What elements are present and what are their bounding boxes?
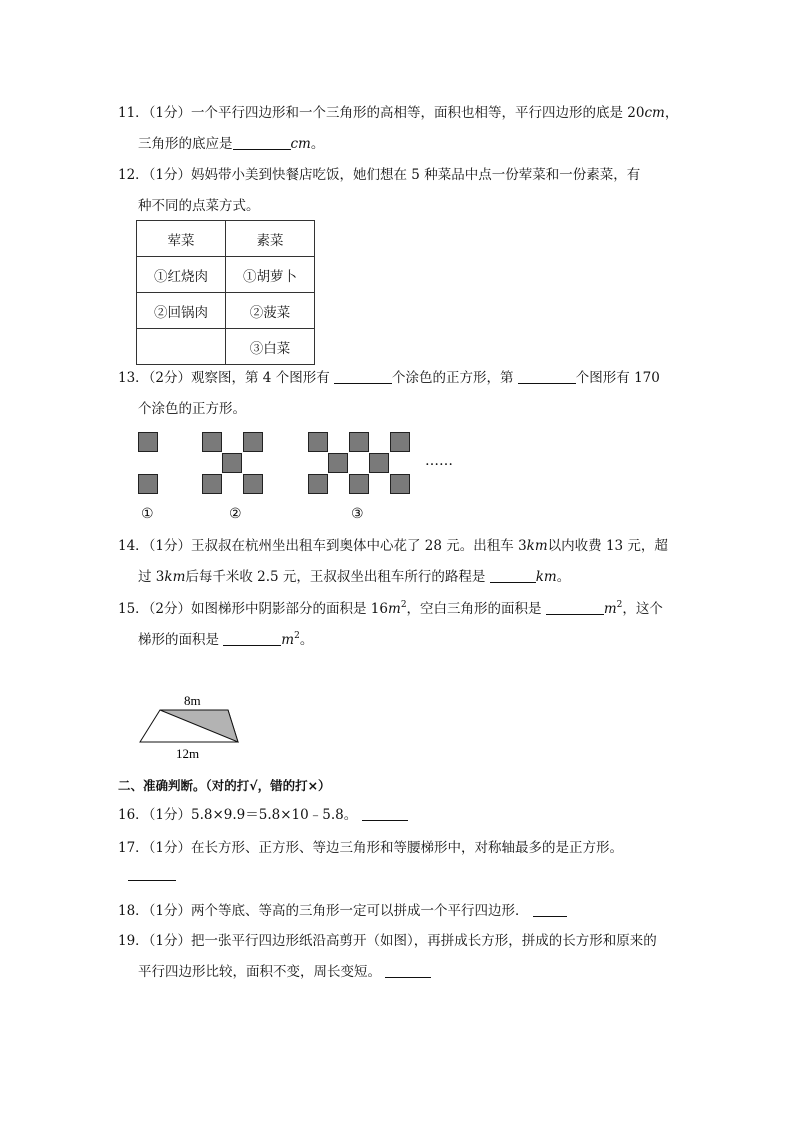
shaded-square	[390, 432, 410, 452]
shaded-square	[328, 453, 348, 473]
shaded-square	[243, 432, 263, 452]
shaded-square	[222, 453, 242, 473]
q13-answer-blank-2[interactable]	[518, 369, 576, 384]
shaded-square	[390, 474, 410, 494]
q19-line2: 平行四边形比较，面积不变，周长变短。	[138, 963, 431, 981]
q15-line2: 梯形的面积是 $m^2$。	[138, 631, 314, 648]
table-cell: ①红烧肉	[137, 257, 226, 293]
q17-line: 17．（1分）在长方形、正方形、等边三角形和等腰梯形中，对称轴最多的是正方形。	[118, 840, 624, 856]
table-header: 荤菜	[137, 221, 226, 257]
q15-answer-blank-2[interactable]	[223, 631, 281, 646]
table-cell: ③白菜	[226, 329, 315, 365]
q19-line1: 19．（1分）把一张平行四边形纸沿高剪开（如图），再拼成长方形，拼成的长方形和原来的	[118, 933, 657, 949]
section-heading: 二、准确判断。（对的打√，错的打×）	[118, 778, 331, 793]
q15-answer-blank-1[interactable]	[546, 600, 604, 615]
top-base-label: 8m	[184, 693, 201, 708]
q17-answer-blank[interactable]	[128, 866, 176, 881]
table-cell: ①胡萝卜	[226, 257, 315, 293]
q13-line1: 13．（2分）观察图，第 4 个图形有 个涂色的正方形，第 个图形有 170	[118, 370, 660, 386]
q18-line: 18．（1分）两个等底、等高的三角形一定可以拼成一个平行四边形．	[118, 902, 567, 920]
bottom-base-label: 12m	[176, 746, 200, 760]
table-row	[137, 329, 315, 365]
figure-label-1: ①	[141, 506, 154, 522]
ellipsis: ……	[425, 453, 453, 469]
q12-line2: 种不同的点菜方式。	[138, 198, 260, 214]
table-cell: ②回锅肉	[137, 293, 226, 329]
q11-line2: 三角形的底应是 cm。	[138, 136, 325, 152]
figure-label-3: ③	[351, 506, 364, 522]
table-header: 素菜	[226, 221, 315, 257]
table-header-row	[137, 221, 315, 257]
figure-label-2: ②	[229, 506, 242, 522]
dish-table	[136, 220, 315, 365]
q11-line1: 11．（1分）一个平行四边形和一个三角形的高相等，面积也相等，平行四边形的底是 20cm，	[118, 105, 679, 121]
q19-answer-blank[interactable]	[385, 963, 431, 978]
shaded-square	[138, 474, 158, 494]
q14-line1: 14．（1分）王叔叔在杭州坐出租车到奥体中心花了 28 元。出租车 3km以内收费 13 元，超	[118, 538, 668, 554]
q13-answer-blank-1[interactable]	[334, 369, 392, 384]
shaded-square	[349, 432, 369, 452]
shaded-square	[202, 474, 222, 494]
table-cell	[137, 329, 226, 365]
table-row	[137, 293, 315, 329]
q12-line1: 12．（1分）妈妈带小美到快餐店吃饭，她们想在 5 种菜品中点一份荤菜和一份素菜，有	[118, 167, 641, 183]
table-cell: ②菠菜	[226, 293, 315, 329]
q11-answer-blank[interactable]	[233, 135, 291, 150]
shaded-triangle	[160, 710, 238, 742]
shaded-square	[308, 474, 328, 494]
q16-line: 16．（1分）5.8×9.9＝5.8×10﹣5.8。	[118, 806, 408, 824]
shaded-square	[349, 474, 369, 494]
shaded-square	[138, 432, 158, 452]
shaded-square	[308, 432, 328, 452]
q17-answer-line	[128, 866, 176, 884]
trapezoid-figure	[130, 688, 260, 760]
q16-answer-blank[interactable]	[362, 806, 408, 821]
q13-line2: 个涂色的正方形。	[138, 401, 246, 417]
q15-line1: 15．（2分）如图梯形中阴影部分的面积是 $16m^2$，空白三角形的面积是 $m^2$，这个	[118, 600, 663, 617]
q14-line2: 过 3km后每千米收 2.5 元，王叔叔坐出租车所行的路程是 km。	[138, 569, 571, 585]
shaded-square	[243, 474, 263, 494]
q18-answer-blank[interactable]	[533, 902, 567, 917]
table-row	[137, 257, 315, 293]
shaded-square	[202, 432, 222, 452]
shaded-square	[369, 453, 389, 473]
q14-answer-blank[interactable]	[490, 568, 536, 583]
